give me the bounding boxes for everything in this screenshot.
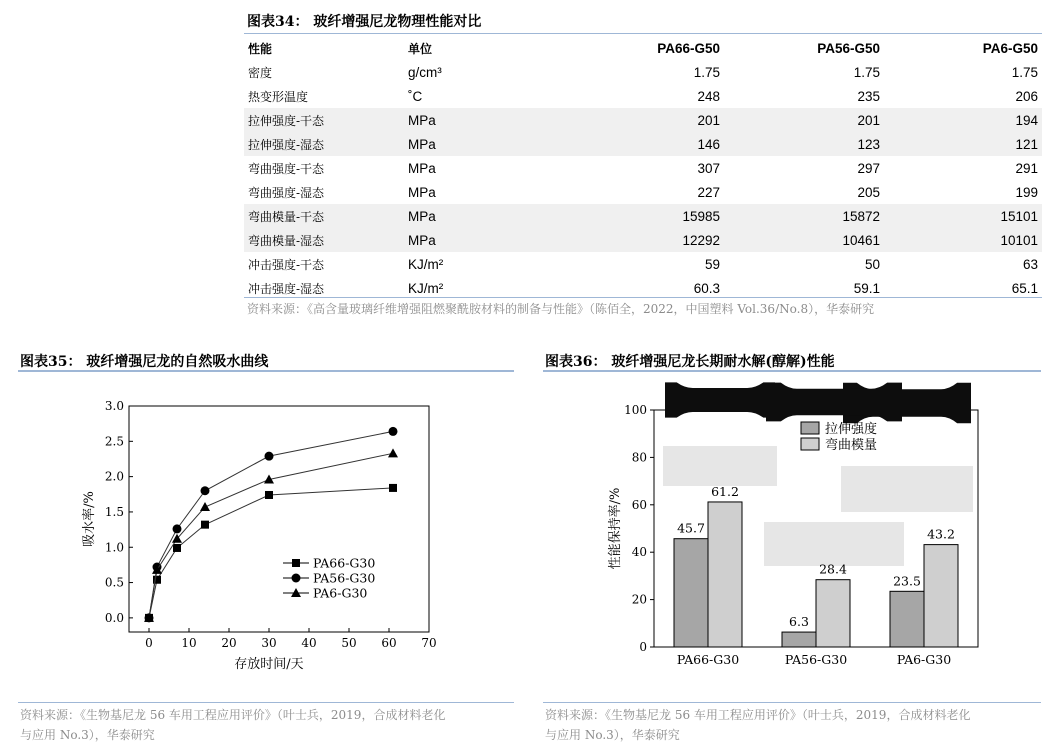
bar-flexural: [816, 580, 850, 647]
y-tick-label: 1.0: [104, 540, 124, 555]
table-row: [244, 252, 1042, 276]
table-cell: 65.1: [1011, 280, 1038, 296]
bar-tensile: [782, 632, 816, 647]
table-cell: 206: [1015, 88, 1038, 104]
table-cell: 227: [697, 184, 720, 200]
specimen-shape: [665, 382, 775, 417]
specimen-photo-bg: [764, 522, 904, 566]
table-row: [244, 156, 1042, 180]
x-axis-label: 存放时间/天: [234, 657, 304, 672]
table-cell: 10101: [884, 228, 1042, 252]
table-cell: 密度: [248, 65, 273, 80]
fig35-title: 图表35： 玻纤增强尼龙的自然吸水曲线: [20, 354, 269, 370]
x-tick-label: 50: [341, 636, 357, 650]
specimen-shape: [766, 383, 902, 422]
specimen-photo-bg: [841, 466, 973, 512]
table-cell: 弯曲强度-干态: [248, 161, 325, 176]
table-cell: 弯曲强度-湿态: [248, 185, 325, 200]
y-tick-label: 40: [631, 545, 647, 560]
plot-frame: [129, 406, 429, 632]
fig36-title: 图表36： 玻纤增强尼龙长期耐水解(醇解)性能: [545, 354, 835, 370]
bar-flexural: [708, 502, 742, 647]
y-axis-label: 吸水率/%: [82, 491, 97, 547]
bar-tensile: [674, 539, 708, 647]
column-header: 单位: [408, 41, 433, 56]
column-header: PA66-G50: [657, 40, 720, 56]
fig36-source-line2: 与应用 No.3），华泰研究: [545, 728, 680, 742]
table-cell: g/cm³: [408, 64, 442, 80]
fig34-source: 资料来源：《高含量玻璃纤维增强阻燃聚酰胺材料的制备与性能》（陈佰全，2022，中国塑料 Vol.36/No.8），华泰研究: [247, 302, 875, 316]
y-tick-label: 80: [631, 450, 647, 465]
bar-value-label: 28.4: [819, 561, 847, 577]
table-cell: 1.75: [853, 64, 880, 80]
table-cell: 248: [697, 88, 720, 104]
data-point: [389, 427, 398, 436]
column-header: PA6-G50: [982, 40, 1038, 56]
legend-swatch: [801, 422, 819, 434]
y-tick-label: 20: [631, 592, 647, 607]
data-point: [389, 484, 397, 492]
fig34-table: [244, 36, 1042, 300]
y-tick-label: 60: [631, 497, 647, 512]
fig34-title: 图表34： 玻纤增强尼龙物理性能对比: [247, 14, 482, 30]
fig36-source-line1: 资料来源：《生物基尼龙 56 车用工程应用评价》（叶士兵，2019，合成材料老化: [545, 708, 971, 722]
table-cell: 12292: [554, 228, 724, 252]
table-cell: 15985: [554, 204, 724, 228]
legend-label: PA6-G30: [313, 585, 368, 601]
table-cell: MPa: [408, 160, 436, 176]
fig35-source-line2: 与应用 No.3），华泰研究: [20, 728, 155, 742]
data-point: [200, 502, 210, 511]
data-point: [388, 448, 398, 457]
table-cell: 冲击强度-干态: [248, 257, 325, 272]
table-cell: 123: [724, 132, 884, 156]
x-category-label: PA6-G30: [896, 652, 952, 667]
table-cell: MPa: [408, 184, 436, 200]
table-row: [244, 60, 1042, 84]
table-cell: 弯曲模量-湿态: [244, 228, 404, 252]
table-cell: 201: [724, 108, 884, 132]
table-row: [244, 180, 1042, 204]
specimen-photo-bg: [663, 446, 777, 486]
table-cell: 199: [1015, 184, 1038, 200]
legend-label: 弯曲模量: [825, 438, 878, 453]
x-tick-label: 60: [381, 636, 397, 650]
table-cell: KJ/m²: [408, 280, 444, 296]
table-row: [244, 228, 1042, 252]
fig35-source-line1: 资料来源：《生物基尼龙 56 车用工程应用评价》（叶士兵，2019，合成材料老化: [20, 708, 446, 722]
table-cell: 63: [1022, 256, 1038, 272]
table-row: [244, 108, 1042, 132]
legend-label: PA66-G30: [313, 555, 376, 571]
data-point: [173, 524, 182, 533]
data-point: [173, 544, 181, 552]
table-cell: 15101: [884, 204, 1042, 228]
table-cell: 1.75: [693, 64, 720, 80]
table-cell: ˚C: [408, 88, 423, 104]
table-row: [244, 132, 1042, 156]
legend-marker: [292, 559, 300, 567]
data-point: [201, 521, 209, 529]
bar-value-label: 43.2: [927, 526, 955, 542]
fig36-title-rule: [543, 370, 1041, 372]
table-cell: 热变形温度: [248, 89, 309, 104]
table-cell: 297: [857, 160, 880, 176]
x-tick-label: 20: [221, 636, 237, 650]
bar-value-label: 6.3: [789, 614, 809, 630]
x-tick-label: 0: [145, 636, 153, 650]
table-header-row: [244, 36, 1042, 60]
legend-label: PA56-G30: [313, 570, 376, 586]
table-cell: 194: [884, 108, 1042, 132]
y-tick-label: 100: [624, 403, 647, 417]
bar-value-label: 45.7: [677, 520, 705, 536]
y-tick-label: 0.5: [104, 575, 124, 590]
x-category-label: PA56-G30: [784, 652, 848, 667]
table-cell: 121: [884, 132, 1042, 156]
fig35-chart: [18, 380, 514, 690]
legend-marker: [292, 574, 301, 583]
y-tick-label: 0: [639, 640, 647, 654]
table-cell: MPa: [404, 108, 554, 132]
y-tick-label: 3.0: [104, 399, 124, 413]
table-cell: 60.3: [693, 280, 720, 296]
data-point: [265, 491, 273, 499]
fig35-title-rule: [18, 370, 514, 372]
legend-swatch: [801, 438, 819, 450]
column-header: 性能: [248, 41, 273, 56]
table-cell: KJ/m²: [408, 256, 444, 272]
table-cell: 冲击强度-湿态: [248, 281, 325, 296]
table-row: [244, 84, 1042, 108]
table-cell: 201: [554, 108, 724, 132]
table-cell: 291: [1015, 160, 1038, 176]
table-cell: MPa: [404, 132, 554, 156]
table-cell: 弯曲模量-干态: [244, 204, 404, 228]
x-tick-label: 70: [421, 636, 437, 650]
table-cell: 50: [864, 256, 880, 272]
fig36-chart: [543, 380, 1041, 690]
bar-value-label: 61.2: [711, 483, 739, 499]
y-tick-label: 2.5: [104, 434, 124, 449]
table-cell: 205: [857, 184, 880, 200]
data-point: [265, 452, 274, 461]
table-cell: 146: [554, 132, 724, 156]
table-cell: 307: [697, 160, 720, 176]
legend-label: 拉伸强度: [825, 422, 878, 437]
table-cell: 1.75: [1011, 64, 1038, 80]
y-axis-label: 性能保持率/%: [608, 487, 623, 570]
fig34-title-rule: [244, 33, 1042, 34]
table-cell: 15872: [724, 204, 884, 228]
table-cell: MPa: [404, 204, 554, 228]
bar-tensile: [890, 591, 924, 647]
bar-flexural: [924, 545, 958, 647]
y-tick-label: 0.0: [104, 610, 124, 625]
bar-value-label: 23.5: [893, 573, 921, 589]
x-tick-label: 10: [181, 636, 197, 650]
table-cell: 59.1: [853, 280, 880, 296]
x-category-label: PA66-G30: [676, 652, 740, 667]
table-row: [244, 204, 1042, 228]
table-cell: 59: [704, 256, 720, 272]
table-cell: 拉伸强度-湿态: [244, 132, 404, 156]
table-cell: 拉伸强度-干态: [244, 108, 404, 132]
column-header: PA56-G50: [817, 40, 880, 56]
x-tick-label: 30: [261, 636, 277, 650]
fig36-bottom-rule: [543, 702, 1041, 703]
fig35-bottom-rule: [18, 702, 514, 703]
table-cell: MPa: [404, 228, 554, 252]
table-cell: 10461: [724, 228, 884, 252]
x-tick-label: 40: [301, 636, 317, 650]
table-cell: 235: [857, 88, 880, 104]
y-tick-label: 1.5: [104, 504, 124, 519]
y-tick-label: 2.0: [104, 469, 124, 484]
data-point: [201, 486, 210, 495]
specimen-photo: [663, 382, 777, 486]
